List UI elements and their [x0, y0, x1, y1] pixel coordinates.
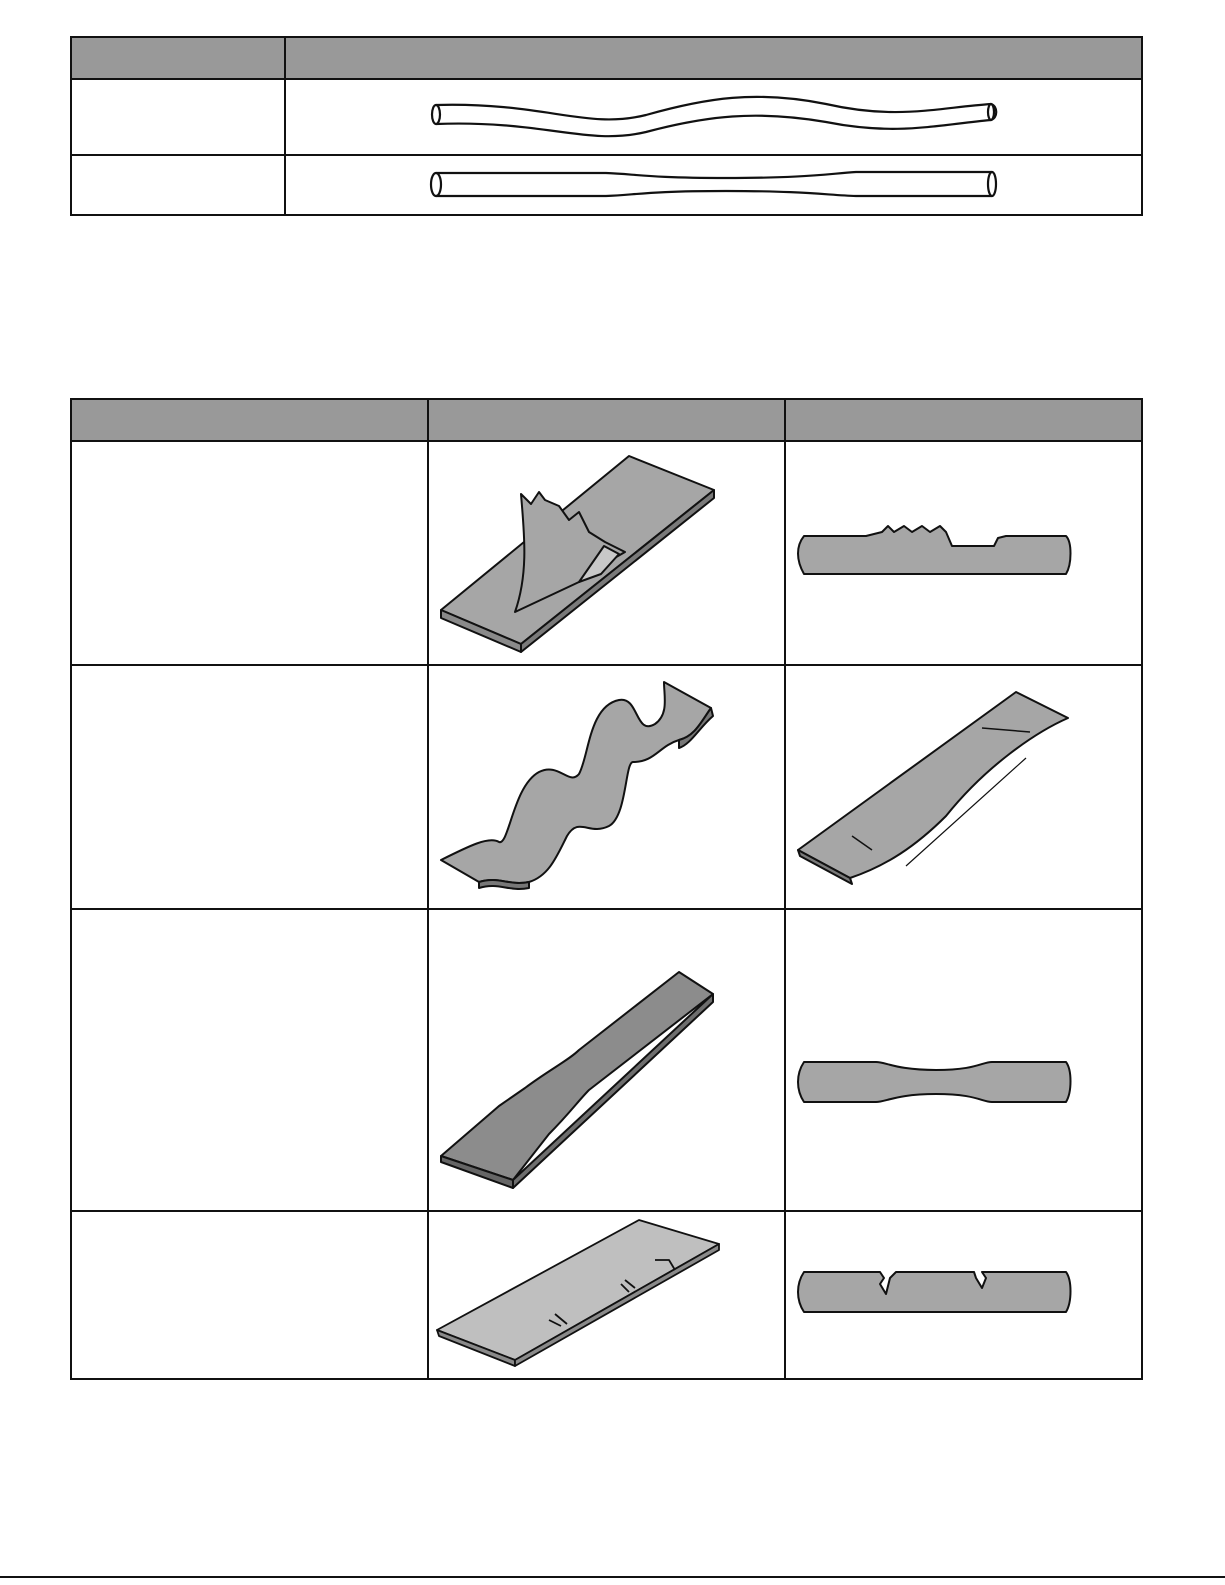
- table-row: [71, 79, 1142, 155]
- necked-plate-icon: [429, 910, 784, 1210]
- row-label: [71, 79, 285, 155]
- page-bottom-rule: [0, 1576, 1225, 1578]
- illustration-cell: [285, 155, 1142, 215]
- notched-profile-icon: [786, 1212, 1141, 1378]
- defect-table-rods: [70, 36, 1143, 216]
- jagged-edge-profile-icon: [786, 442, 1141, 664]
- peeled-plate-icon: [429, 442, 784, 664]
- section-cell: [785, 441, 1142, 665]
- table-row: [71, 665, 1142, 909]
- table-header-row: [71, 399, 1142, 441]
- table-row: [71, 155, 1142, 215]
- illustration-cell: [428, 1211, 785, 1379]
- row-label: [71, 1211, 428, 1379]
- table-row: [71, 1211, 1142, 1379]
- defect-table-plates: [70, 398, 1143, 1380]
- illustration-cell: [285, 79, 1142, 155]
- section-cell: [785, 665, 1142, 909]
- table-row: [71, 441, 1142, 665]
- row-label: [71, 909, 428, 1211]
- table-header-row: [71, 37, 1142, 79]
- header-cell: [785, 399, 1142, 441]
- curved-plate-icon: [786, 666, 1141, 908]
- cracked-plate-icon: [429, 1212, 784, 1378]
- header-cell: [428, 399, 785, 441]
- wavy-rod-icon: [286, 80, 1141, 154]
- illustration-cell: [428, 909, 785, 1211]
- header-cell: [71, 37, 285, 79]
- illustration-cell: [428, 665, 785, 909]
- necked-profile-icon: [786, 910, 1141, 1210]
- table-row: [71, 909, 1142, 1211]
- wavy-plate-icon: [429, 666, 784, 908]
- header-cell: [285, 37, 1142, 79]
- row-label: [71, 665, 428, 909]
- row-label: [71, 441, 428, 665]
- section-cell: [785, 1211, 1142, 1379]
- section-cell: [785, 909, 1142, 1211]
- necked-rod-icon: [286, 156, 1141, 214]
- header-cell: [71, 399, 428, 441]
- illustration-cell: [428, 441, 785, 665]
- row-label: [71, 155, 285, 215]
